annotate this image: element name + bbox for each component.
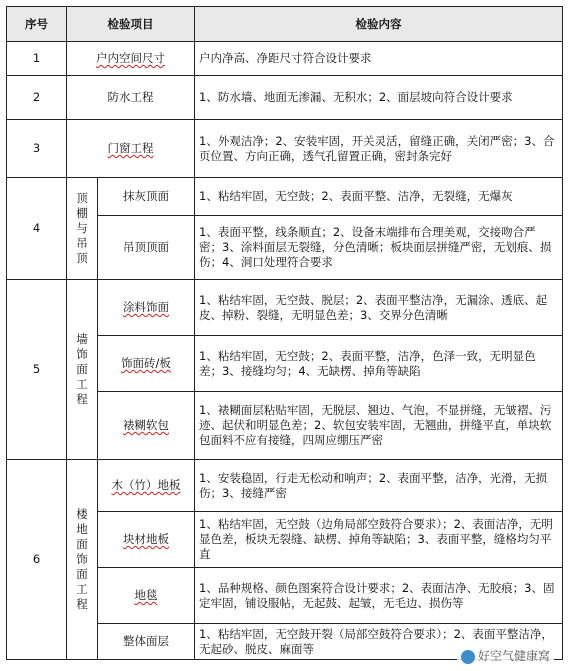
- row-item: 裱糊软包: [98, 392, 195, 460]
- table-row: [7, 76, 563, 120]
- watermark-text: 好空气健康窝: [477, 649, 550, 663]
- table-row: [7, 120, 563, 178]
- row-content: 户内净高、净距尺寸符合设计要求: [195, 42, 563, 76]
- row-number: 2: [7, 76, 67, 120]
- header-row: [7, 7, 563, 42]
- watermark: [457, 646, 554, 665]
- row-category: 顶 棚 与 吊 顶: [67, 178, 98, 280]
- row-content: 1、裱糊面层粘贴牢固，无脱层、翘边、气泡，不显拼缝，无皱褶、污迹、起伏和明显色差；2、软包安装牢固，无翘曲，拼缝平直，单块软包面料不应有接缝，四周应绷压严密: [195, 392, 563, 460]
- row-item: 饰面砖/板: [98, 336, 195, 392]
- row-content: 1、表面平整，线条顺直；2、设备末端排布合理美观，交接吻合严密；3、涂料面层无裂缝，分色清晰；板块面层拼缝严密，无划痕、损伤；4、洞口处理符合要求: [195, 216, 563, 280]
- row-content: 1、粘结牢固，无空鼓开裂（局部空鼓符合要求）；2、表面平整洁净，无起砂、脱皮、麻面等: [195, 624, 563, 660]
- row-number: 3: [7, 120, 67, 178]
- wechat-logo-icon: [461, 650, 475, 664]
- row-content: 1、安装稳固，行走无松动和响声；2、表面平整，洁净，光滑，无损伤；3、接缝严密: [195, 460, 563, 512]
- row-item: 门窗工程: [67, 120, 195, 178]
- row-number: 4: [7, 178, 67, 280]
- row-content: 1、粘结牢固，无空鼓；2、表面平整，洁净，色泽一致，无明显色差；3、接缝均匀；4、无缺楞、掉角等缺陷: [195, 336, 563, 392]
- header-content: 检验内容: [195, 7, 563, 42]
- row-item: 防水工程: [67, 76, 195, 120]
- table-row: [7, 178, 563, 216]
- inspection-table: [6, 6, 563, 660]
- row-content: 1、防水墙、地面无渗漏、无积水；2、面层坡向符合设计要求: [195, 76, 563, 120]
- row-item: 户内空间尺寸: [67, 42, 195, 76]
- row-category: 楼 地 面 饰 面 工 程: [67, 460, 98, 660]
- header-item: 检验项目: [67, 7, 195, 42]
- row-number: 1: [7, 42, 67, 76]
- row-item: 吊顶顶面: [98, 216, 195, 280]
- table-row: [7, 460, 563, 512]
- row-number: 6: [7, 460, 67, 660]
- row-content: 1、粘结牢固，无空鼓；2、表面平整、洁净，无裂缝，无爆灰: [195, 178, 563, 216]
- row-content: 1、粘结牢固，无空鼓、脱层；2、表面平整洁净，无漏涂、透底、起皮、掉粉、裂缝，无明显色差；3、交界分色清晰: [195, 280, 563, 336]
- row-item: 抹灰顶面: [98, 178, 195, 216]
- header-no: 序号: [7, 7, 67, 42]
- table-row: [7, 280, 563, 336]
- row-content: 1、品种规格、颜色图案符合设计要求；2、表面洁净、无胶痕；3、固定牢固，铺设服帖，无起鼓、起皱，无毛边、损伤等: [195, 568, 563, 624]
- table-row: [7, 42, 563, 76]
- row-item: 块材地板: [98, 512, 195, 568]
- row-category: 墙 饰 面 工 程: [67, 280, 98, 460]
- row-number: 5: [7, 280, 67, 460]
- row-content: 1、外观洁净；2、安装牢固，开关灵活，留缝正确，关闭严密；3、合页位置、方向正确，透气孔留置正确，密封条完好: [195, 120, 563, 178]
- row-content: 1、粘结牢固，无空鼓（边角局部空鼓符合要求）；2、表面洁净，无明显色差，板块无裂缝、缺楞、掉角等缺陷；3、表面平整，缝格均匀平直: [195, 512, 563, 568]
- row-item: 整体面层: [98, 624, 195, 660]
- row-item: 涂料饰面: [98, 280, 195, 336]
- row-item: 木（竹）地板: [98, 460, 195, 512]
- row-item: 地毯: [98, 568, 195, 624]
